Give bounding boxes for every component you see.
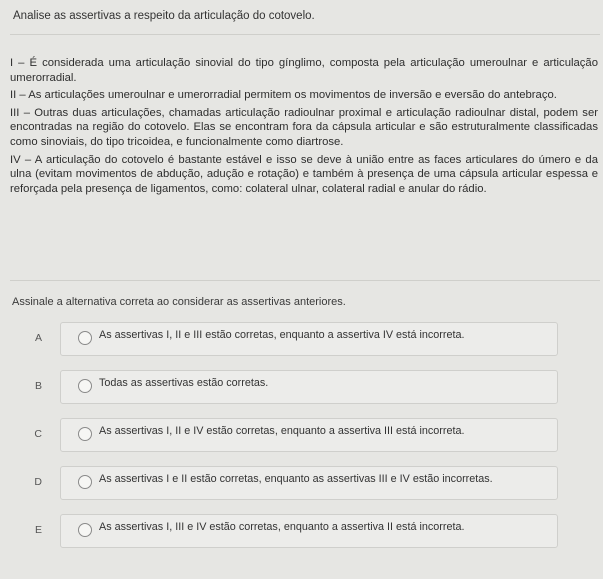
option-letter: B <box>34 380 42 392</box>
option-letter: C <box>34 428 42 440</box>
radio-button[interactable] <box>78 379 92 393</box>
statement-3: III – Outras duas articulações, chamadas articulação radioulnar proximal e articulação radioulnar distal, podem ser encontradas na região do cotovelo. Elas se encontram fora da cápsula articular e são estruturalmente classificadas como sinoviais, do tipo tricoidea, e funcionalmente como diartrose. <box>10 106 598 148</box>
option-a[interactable] <box>0 322 603 356</box>
option-box[interactable] <box>60 322 558 356</box>
option-b[interactable] <box>0 370 603 404</box>
radio-button[interactable] <box>78 331 92 345</box>
option-text: As assertivas I, II e III estão corretas, enquanto a assertiva IV está incorreta. <box>99 329 465 341</box>
option-box[interactable] <box>60 466 558 500</box>
radio-button[interactable] <box>78 475 92 489</box>
option-text: As assertivas I, III e IV estão corretas, enquanto a assertiva II está incorreta. <box>99 521 465 533</box>
option-text: Todas as assertivas estão corretas. <box>99 377 269 389</box>
option-e[interactable] <box>0 514 603 548</box>
option-box[interactable] <box>60 418 558 452</box>
option-letter: E <box>34 524 42 536</box>
instruction-text: Assinale a alternativa correta ao considerar as assertivas anteriores. <box>12 296 346 308</box>
radio-button[interactable] <box>78 523 92 537</box>
question-title: Analise as assertivas a respeito da articulação do cotovelo. <box>13 10 315 22</box>
option-text: As assertivas I, II e IV estão corretas, enquanto a assertiva III está incorreta. <box>99 425 465 437</box>
statement-4: IV – A articulação do cotovelo é bastante estável e isso se deve à união entre as faces articulares do úmero e da ulna (evitam movimentos de abdução, adução e rotação) e também à presença de uma cápsula articular espessa e reforçada pela presença de ligamentos, como: colateral ulnar, colateral radial e anular do rádio. <box>10 153 598 195</box>
option-d[interactable] <box>0 466 603 500</box>
option-letter: A <box>34 332 42 344</box>
divider-top <box>10 34 600 35</box>
option-letter: D <box>34 476 42 488</box>
statements-block <box>10 56 598 199</box>
divider-middle <box>10 280 600 281</box>
option-c[interactable] <box>0 418 603 452</box>
statement-2: II – As articulações umeroulnar e umerorradial permitem os movimentos de inversão e eversão do antebraço. <box>10 89 557 102</box>
option-text: As assertivas I e II estão corretas, enquanto as assertivas III e IV estão incorretas. <box>99 473 493 485</box>
radio-button[interactable] <box>78 427 92 441</box>
option-box[interactable] <box>60 370 558 404</box>
option-box[interactable] <box>60 514 558 548</box>
statement-1: I – É considerada uma articulação sinovial do tipo gínglimo, composta pela articulação umeroulnar e articulação umerorradial. <box>10 57 598 84</box>
